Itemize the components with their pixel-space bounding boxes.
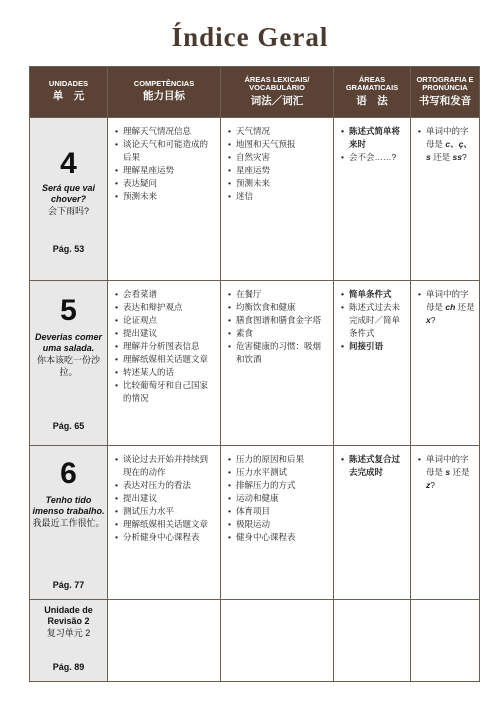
unit-title-zh: 我最近工作很忙。 xyxy=(32,518,105,528)
ortho-text: 单词中的字母是 xyxy=(426,126,469,149)
list-item: • 提出建议 xyxy=(115,327,216,340)
list-item: • 地图和天气预报 xyxy=(228,138,329,151)
gramaticais-cell xyxy=(334,281,411,446)
list-item: • 预测未来 xyxy=(115,190,216,203)
unit-title-pt: Deverias comer uma salada. xyxy=(34,332,103,353)
list-item: • 极限运动 xyxy=(228,518,329,531)
list-item xyxy=(418,288,475,327)
list-item: • 压力水平测试 xyxy=(228,466,329,479)
empty-cell xyxy=(411,600,480,682)
list-item xyxy=(418,453,475,492)
list-item: • 陈述式简单将来时 xyxy=(341,125,406,151)
review-page: Pág. 89 xyxy=(52,662,85,672)
list-item: • 陈述式过去未完成时／简单条件式 xyxy=(341,301,406,340)
list-item: • 在餐厅 xyxy=(228,288,329,301)
list-item: • 膳食图谱和膳食金字塔 xyxy=(228,314,329,327)
unit-cell xyxy=(30,446,108,600)
list-item: • 陈述式复合过去完成时 xyxy=(341,453,406,479)
empty-cell xyxy=(108,600,221,682)
list-item: • 天气情况 xyxy=(228,125,329,138)
list-item: • 预测未来 xyxy=(228,177,329,190)
letter-text: ss xyxy=(452,152,462,162)
competencias-cell xyxy=(108,118,221,281)
ortho-text: 还是 xyxy=(450,467,470,477)
list-item: • 测试压力水平 xyxy=(115,505,216,518)
header-gramaticais: ÁREAS GRAMATICAIS 语 法 xyxy=(334,67,411,118)
index-table xyxy=(29,66,480,682)
list-item: • 迷信 xyxy=(228,190,329,203)
competencias-cell xyxy=(108,446,221,600)
unit-page: Pág. 65 xyxy=(52,421,85,431)
ortho-text: 单词中的字母是 xyxy=(426,454,469,477)
list-item: • 谈论过去开始并持续到现在的动作 xyxy=(115,453,216,479)
unit-title-zh: 你本该吃一份沙拉。 xyxy=(36,355,100,377)
ortografia-cell xyxy=(411,446,480,600)
empty-cell xyxy=(334,600,411,682)
unit-cell xyxy=(30,281,108,446)
list-item: • 体育项目 xyxy=(228,505,329,518)
list-item: • 表达疑问 xyxy=(115,177,216,190)
header-competencias: COMPETÊNCIAS 能力目标 xyxy=(108,67,221,118)
list-item: • 星座运势 xyxy=(228,164,329,177)
list-item: • 理解纸媒相关话题文章 xyxy=(115,518,216,531)
list-item: • 排解压力的方式 xyxy=(228,479,329,492)
ortho-text: ? xyxy=(430,480,435,490)
review-title-zh: 复习单元 2 xyxy=(46,628,91,638)
list-item: • 理解天气情况信息 xyxy=(115,125,216,138)
list-item: • 压力的原因和后果 xyxy=(228,453,329,466)
ortografia-cell xyxy=(411,281,480,446)
page-title: Índice Geral xyxy=(171,22,329,52)
list-item: • 会不会……? xyxy=(341,151,406,164)
unit-page: Pág. 53 xyxy=(52,244,85,254)
list-item: • 谈论天气和可能造成的后果 xyxy=(115,138,216,164)
list-item: • 提出建议 xyxy=(115,492,216,505)
review-row xyxy=(30,600,480,682)
lexicais-cell xyxy=(221,118,334,281)
list-item: • 素食 xyxy=(228,327,329,340)
list-item: • 自然灾害 xyxy=(228,151,329,164)
letter-text: ch xyxy=(445,302,456,312)
lexicais-cell xyxy=(221,281,334,446)
unit-title-pt: Tenho tido imenso trabalho. xyxy=(32,495,105,516)
unit-title-zh: 会下雨吗? xyxy=(47,206,89,216)
list-item: • 转述某人的话 xyxy=(115,366,216,379)
unit-cell xyxy=(30,118,108,281)
unit-title-pt: Será que vai chover? xyxy=(41,183,96,204)
list-item xyxy=(418,125,475,164)
table-row xyxy=(30,446,480,600)
list-item: • 会看菜谱 xyxy=(115,288,216,301)
letter-text: z xyxy=(426,480,431,490)
list-item: • 分析健身中心课程表 xyxy=(115,531,216,544)
table-row xyxy=(30,118,480,281)
list-item: • 理解星座运势 xyxy=(115,164,216,177)
list-item: • 健身中心课程表 xyxy=(228,531,329,544)
table-row xyxy=(30,281,480,446)
unit-number: 5 xyxy=(60,294,77,327)
header-row xyxy=(30,67,480,118)
list-item: • 均衡饮食和健康 xyxy=(228,301,329,314)
ortho-text: ? xyxy=(461,152,467,162)
ortho-text: 还是 xyxy=(455,302,475,312)
letter-text: x xyxy=(426,315,431,325)
review-unit-cell xyxy=(30,600,108,682)
list-item: • 表达和辩护观点 xyxy=(115,301,216,314)
list-item: • 论证观点 xyxy=(115,314,216,327)
list-item: • 表达对压力的看法 xyxy=(115,479,216,492)
list-item: • 理解纸媒相关话题文章 xyxy=(115,353,216,366)
lexicais-cell xyxy=(221,446,334,600)
list-item: • 间接引语 xyxy=(341,340,406,353)
ortho-text: 单词中的字母是 xyxy=(426,289,469,312)
review-title-pt: Unidade de Revisão 2 xyxy=(44,605,93,626)
list-item: • 比较葡萄牙和自己国家的情况 xyxy=(115,379,216,405)
header-lexicais: ÁREAS LEXICAIS/ VOCABULÁRIO 词法／词汇 xyxy=(221,67,334,118)
ortho-text: 还是 xyxy=(430,152,453,162)
unit-page: Pág. 77 xyxy=(52,580,85,590)
unit-number: 4 xyxy=(60,147,77,180)
header-ortografia: ORTOGRAFIA E PRONÚNCIA 书写和发音 xyxy=(411,67,480,118)
list-item: • 理解并分析图表信息 xyxy=(115,340,216,353)
letter-text: c、ç、s xyxy=(426,139,472,162)
empty-cell xyxy=(221,600,334,682)
list-item: • 危害健康的习惯：吸烟和饮酒 xyxy=(228,340,329,366)
list-item: • 运动和健康 xyxy=(228,492,329,505)
competencias-cell xyxy=(108,281,221,446)
header-units: UNIDADES 单 元 xyxy=(30,67,108,118)
ortografia-cell xyxy=(411,118,480,281)
gramaticais-cell xyxy=(334,118,411,281)
unit-number: 6 xyxy=(60,457,77,490)
gramaticais-cell xyxy=(334,446,411,600)
letter-text: s xyxy=(445,467,451,477)
list-item: • 简单条件式 xyxy=(341,288,406,301)
ortho-text: ? xyxy=(430,315,436,325)
